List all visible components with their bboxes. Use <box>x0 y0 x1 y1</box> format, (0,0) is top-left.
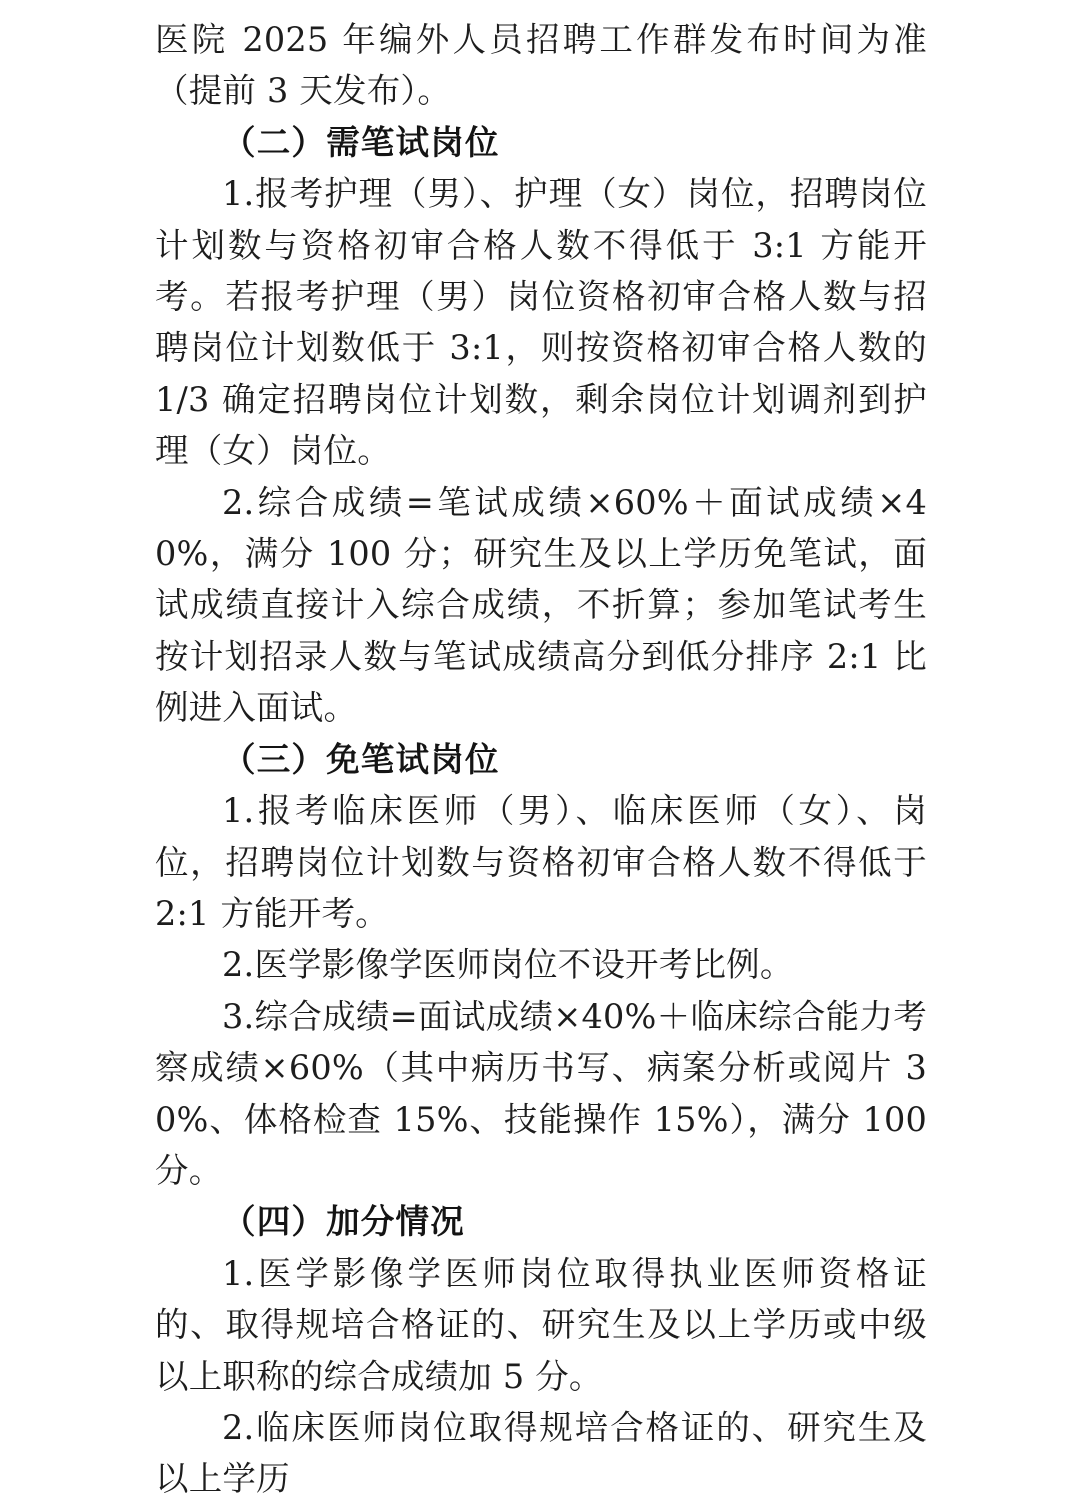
paragraph-section-four-item-1: 1.医学影像学医师岗位取得执业医师资格证的、取得规培合格证的、研究生及以上学历或中级以上职称的综合成绩加 5 分。 <box>155 1253 927 1396</box>
document-text-column <box>155 14 927 1505</box>
paragraph-section-three-item-2: 2.医学影像学医师岗位不设开考比例。 <box>222 945 794 985</box>
paragraph-section-three-item-3: 3.综合成绩=面试成绩×40%＋临床综合能力考察成绩×60%（其中病历书写、病案分析或阅片 30%、体格检查 15%、技能操作 15%），满分 100 分。 <box>155 996 927 1190</box>
paragraph-section-two-item-1: 1.报考护理（男）、护理（女）岗位，招聘岗位计划数与资格初审合格人数不得低于 3:1 方能开考。若报考护理（男）岗位资格初审合格人数与招聘岗位计划数低于 3:1，则按资格初审合格人数的 1/3 确定招聘岗位计划数，剩余岗位计划调剂到护理（女）岗位。 <box>155 174 927 471</box>
paragraph-section-two-item-2: 2.综合成绩=笔试成绩×60%＋面试成绩×40%，满分 100 分；研究生及以上学历免笔试，面试成绩直接计入综合成绩，不折算；参加笔试考生按计划招录人数与笔试成绩高分到低分排序 2:1 比例进入面试。 <box>155 482 927 728</box>
paragraph-continued: 医院 2025 年编外人员招聘工作群发布时间为准（提前 3 天发布）。 <box>155 20 927 111</box>
paragraph-section-three-item-1: 1.报考临床医师（男）、临床医师（女）、岗位，招聘岗位计划数与资格初审合格人数不得低于 2:1 方能开考。 <box>155 791 927 933</box>
heading-section-four: （四）加分情况 <box>222 1202 465 1242</box>
heading-section-two: （二）需笔试岗位 <box>222 122 500 162</box>
paragraph-section-four-item-2: 2.临床医师岗位取得规培合格证的、研究生及以上学历 <box>155 1407 927 1499</box>
heading-section-three: （三）免笔试岗位 <box>222 739 500 779</box>
